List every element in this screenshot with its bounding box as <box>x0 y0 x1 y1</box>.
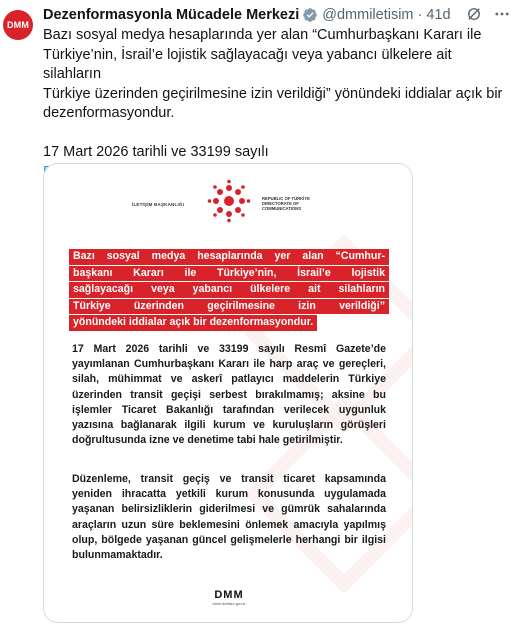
tweet-image[interactable] <box>43 163 413 623</box>
red-headline-line: başkanı Kararı ile Türkiye’nin, İsrail’e lojistik <box>69 266 389 282</box>
red-headline-line: Türkiye üzerinden geçirilmesine izin verildiği” <box>69 299 389 315</box>
red-headline-line: Bazı sosyal medya hesaplarında yer alan “Cumhur- <box>69 249 389 265</box>
tweet-line: Türkiye üzerinden geçirilmesine izin verildiği” yönündeki iddialar açık bir <box>43 85 503 102</box>
avatar-text: DMM <box>6 20 30 30</box>
more-icon[interactable] <box>493 5 511 27</box>
logo-row <box>44 174 413 234</box>
footer-logo-text: DMM <box>214 589 244 601</box>
tweet-header <box>43 5 511 25</box>
emblem-icon <box>207 179 251 223</box>
tweet-line: Türkiye’nin, İsrail’e lojistik sağlayacağı veya yabancı ülkelere ait silahların <box>43 46 452 82</box>
statement-paragraph-1 <box>72 342 386 448</box>
red-headline <box>69 249 389 332</box>
tweet-line: Bazı sosyal medya hesaplarında yer alan “Cumhurbaşkanı Kararı ile <box>43 27 482 43</box>
paragraph-text: 17 Mart 2026 tarihli ve 33199 sayılı Resmî Gazete’de yayımlanan Cumhurbaşkanı Kararı ile harp araç ve gereçleri, silah, mühimmat ve askerî patlayıcı maddelerin Türkiye üzerinden transit geçişi serbest bırakılmamış; aksine bu işlemler Ticaret Bakanlığı tarafından verilecek uygunluk yazısına bağlanarak ilgili kurum ve kuruluşların görüşleri doğrultusunda izne ve denetime tabi hale getirilmiştir. <box>72 343 386 447</box>
paragraph-text: Düzenleme, transit geçiş ve transit ticaret kapsamında yeniden ihracatta yetkili kurum konusunda uygulamada yaşanan belirsizliklerin giderilmesi ve gümrük sahalarında araçların uzun süre beklemesini önlemek amacıyla yapılmış olup, bölgede yaşanan güncel gelişmelerle herhangi bir ilgisi bulunmamaktadır. <box>72 473 386 562</box>
iletisim-logo-text: İLETİŞİM BAŞKANLIĞI <box>132 202 185 207</box>
footer-logo <box>207 589 251 606</box>
verified-badge-icon <box>302 7 318 23</box>
avatar[interactable] <box>3 10 33 40</box>
statement-paragraph-2 <box>72 472 386 563</box>
account-name[interactable]: Dezenformasyonla Mücadele Merkezi <box>43 7 300 23</box>
tweet-line: 17 Mart 2026 tarihli ve 33199 sayılı <box>43 144 269 160</box>
grok-icon[interactable] <box>465 5 483 27</box>
footer-logo-sub: dmm.iletisim.gov.tr <box>212 601 246 606</box>
separator-dot: · <box>417 7 423 23</box>
statement-card <box>44 164 413 623</box>
directorate-logo-text: REPUBLIC OF TÜRKİYE DIRECTORATE OF COMMUNICATIONS <box>262 196 310 211</box>
tweet-time[interactable]: 41d <box>426 7 451 23</box>
account-handle[interactable]: @dmmiletisim <box>322 7 414 23</box>
tweet-text <box>43 26 513 182</box>
tweet-line: dezenformasyondur. <box>43 105 175 121</box>
tweet-blank-line <box>43 124 513 144</box>
red-headline-line: sağlayacağı veya yabancı ülkelere ait silahların <box>69 282 389 298</box>
red-headline-line: yönündeki iddialar açık bir dezenformasyondur. <box>69 315 317 331</box>
